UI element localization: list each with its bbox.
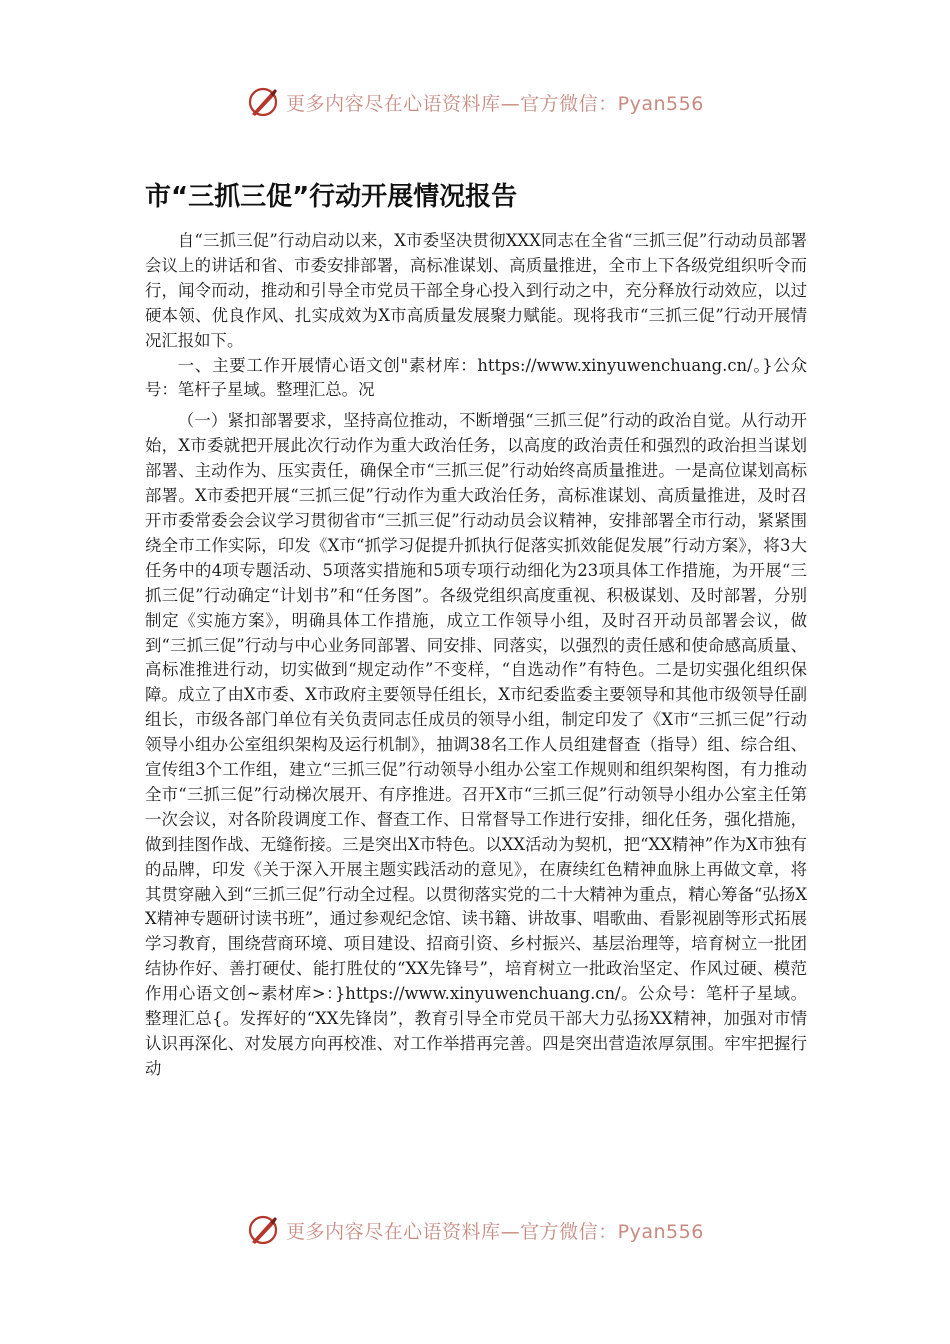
watermark-banner-top — [0, 82, 950, 122]
pen-logo-icon — [246, 85, 280, 119]
section-paragraph: （一）紧扣部署要求，坚持高位推动，不断增强“三抓三促”行动的政治自觉。从行动开始，X市委就把开展此次行动作为重大政治任务，以高度的政治责任和强烈的政治担当谋划部署、主动作为、压实责任，确保全市“三抓三促”行动始终高质量推进。一是高位谋划高标部署。X市委把开展“三抓三促”行动作为重大政治任务，高标准谋划、高质量推进，及时召开市委常委会会议学习贯彻省市“三抓三促”行动动员会议精神，安排部署全市行动，紧紧围绕全市工作实际，印发《X市“抓学习促提升抓执行促落实抓效能促发展”行动方案》，将3大任务中的4项专题活动、5项落实措施和5项专项行动细化为23项具体工作措施，为开展“三抓三促”行动确定“计划书”和“任务图”。各级党组织高度重视、积极谋划、及时部署，分别制定《实施方案》，明确具体工作措施，成立工作领导小组，及时召开动员部署会议，做到“三抓三促”行动与中心业务同部署、同安排、同落实，以强烈的责任感和使命感高质量、高标准推进行动，切实做到“规定动作”不变样，“自选动作”有特色。二是切实强化组织保障。成立了由X市委、X市政府主要领导任组长，X市纪委监委主要领导和其他市级领导任副组长，市级各部门单位有关负责同志任成员的领导小组，制定印发了《X市“三抓三促”行动领导小组办公室组织架构及运行机制》，抽调38名工作人员组建督查（指导）组、综合组、宣传组3个工作组，建立“三抓三促”行动领导小组办公室工作规则和组织架构图，有力推动全市“三抓三促”行动梯次展开、有序推进。召开X市“三抓三促”行动领导小组办公室主任第一次会议，对各阶段调度工作、督查工作、日常督导工作进行安排，细化任务，强化措施，做到挂图作战、无缝衔接。三是突出X市特色。以XX活动为契机，把“XX精神”作为X市独有的品牌，印发《关于深入开展主题实践活动的意见》，在赓续红色精神血脉上再做文章，将其贯穿融入到“三抓三促”行动全过程。以贯彻落实党的二十大精神为重点，精心筹备“弘扬XX精神专题研讨读书班”，通过参观纪念馆、读书籍、讲故事、唱歌曲、看影视剧等形式拓展学习教育，围绕营商环境、项目建设、招商引资、乡村振兴、基层治理等，培育树立一批团结协作好、善打硬仗、能打胜仗的“XX先锋号”，培育树立一批政治坚定、作风过硬、模范作用心语文创~素材库>：}https://www.xinyuwenchuang.cn/。公众号：笔杆子星域。整理汇总{。发挥好的“XX先锋岗”，教育引导全市党员干部大力弘扬XX精神，加强对市情认识再深化、对发展方向再校准、对工作举措再完善。四是突出营造浓厚氛围。牢牢把握行动 — [145, 411, 807, 1078]
section-heading: 一、主要工作开展情心语文创"素材库：https://www.xinyuwenchuang.cn/。}公众号：笔杆子星域。整理汇总。况 — [145, 355, 807, 400]
watermark-banner-bottom — [0, 1210, 950, 1250]
watermark-text: 更多内容尽在心语资料库—官方微信：Pyan556 — [286, 92, 704, 115]
report-title: 市“三抓三促”行动开展情况报告 — [145, 182, 518, 212]
watermark-text: 更多内容尽在心语资料库—官方微信：Pyan556 — [286, 1220, 704, 1243]
pen-logo-icon — [246, 1213, 280, 1247]
intro-paragraph: 自“三抓三促”行动启动以来，X市委坚决贯彻XXX同志在全省“三抓三促”行动动员部署会议上的讲话和省、市委安排部署，高标准谋划、高质量推进，全市上下各级党组织听令而行，闻令而动，推动和引导全市党员干部全身心投入到行动之中，充分释放行动效应，以过硬本领、优良作风、扎实成效为X市高质量发展聚力赋能。现将我市“三抓三促”行动开展情况汇报如下。 — [145, 231, 807, 350]
report-body — [145, 229, 807, 1082]
